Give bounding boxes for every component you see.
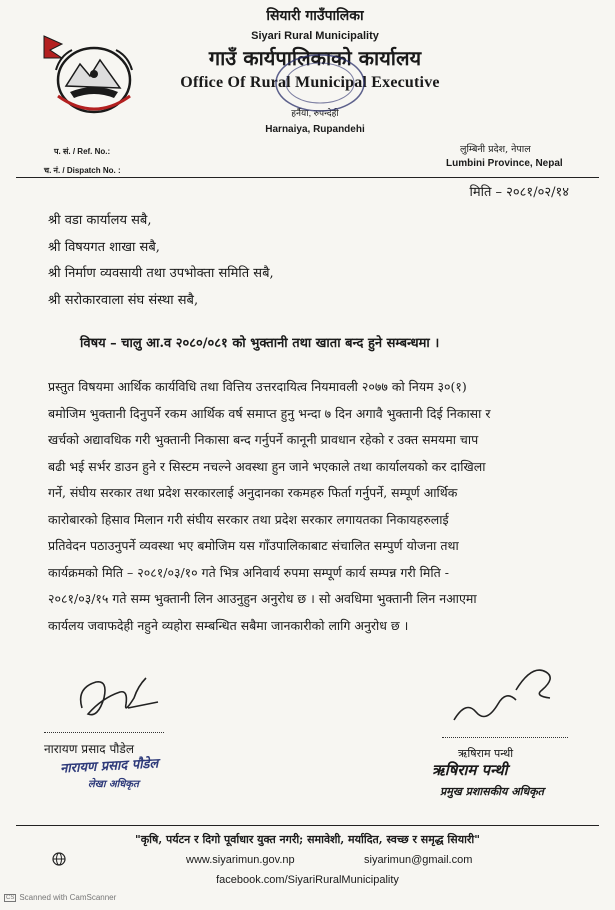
body-line: खर्चको अद्यावधिक गरी भुक्तानी निकासा बन्द गर्नुपर्ने कानूनी प्रावधान रहेको र उक्त समयमा चाप bbox=[48, 432, 479, 447]
scanner-badge-icon: CS bbox=[6, 894, 15, 901]
stamp-left-name: नारायण प्रसाद पौडेल bbox=[59, 756, 159, 777]
office-name-np: गाउँ कार्यपालिकाको कार्यालय bbox=[208, 46, 422, 70]
body-line: प्रस्तुत विषयमा आर्थिक कार्यविधि तथा वित्तिय उत्तरदायित्व नियमावली २०७७ को नियम ३०(१) bbox=[48, 379, 467, 394]
municipality-name-en: Siyari Rural Municipality bbox=[251, 30, 379, 42]
body-line: कार्यक्रमको मिति – २०८१/०३/१० गते भित्र अनिवार्य रुपमा सम्पूर्ण कार्य सम्पन्न गरी मिति - bbox=[48, 564, 449, 580]
globe-icon bbox=[52, 852, 66, 866]
nepal-emblem-icon bbox=[36, 26, 146, 122]
addressee-line: श्री वडा कार्यालय सबै, bbox=[48, 213, 152, 228]
signature-right-icon bbox=[446, 660, 566, 736]
header-divider bbox=[16, 177, 599, 178]
dispatch-no-label: च. नं. / Dispatch No. : bbox=[44, 166, 121, 175]
place-np: हर्नैया, रुपन्देही bbox=[291, 108, 339, 118]
municipality-name-np: सियारी गाउँपालिका bbox=[266, 8, 364, 24]
scanner-text: Scanned with CamScanner bbox=[19, 893, 117, 902]
stamp-right-name: ऋषिराम पन्थी bbox=[432, 761, 508, 779]
footer-divider bbox=[16, 825, 599, 826]
office-seal-icon bbox=[272, 52, 368, 114]
addressee-line: श्री विषयगत शाखा सबै, bbox=[48, 240, 160, 255]
province-en: Lumbini Province, Nepal bbox=[446, 158, 563, 169]
body-line: बढी भई सर्भर डाउन हुने र सिस्टम नचल्ने अवस्था हुन जाने भएकाले तथा कार्यालयको कर दाखिला bbox=[48, 458, 486, 474]
footer-website[interactable]: www.siyarimun.gov.np bbox=[186, 854, 295, 866]
body-line: बमोजिम भुक्तानी दिनुपर्ने रकम आर्थिक वर्ष समाप्त हुनु भन्दा ७ दिन अगावै भुक्तानी दिई निकासा र bbox=[48, 405, 491, 421]
signature-line-left bbox=[44, 732, 164, 733]
body-line: गर्ने, संघीय सरकार तथा प्रदेश सरकारलाई अनुदानका रकमहरु फिर्ता गर्नुपर्ने, सम्पूर्ण आर्थिक bbox=[48, 485, 458, 500]
footer-facebook[interactable]: facebook.com/SiyariRuralMunicipality bbox=[216, 874, 399, 886]
addressee-line: श्री सरोकारवाला संघ संस्था सबै, bbox=[48, 293, 199, 308]
scanner-watermark bbox=[4, 893, 116, 902]
province-np: लुम्बिनी प्रदेश, नेपाल bbox=[460, 144, 531, 155]
letter-date: मिति – २०८१/०२/१४ bbox=[469, 185, 569, 200]
body-line: २०८१/०३/१५ गते सम्म भुक्तानी लिन आउनुहुन अनुरोध छ । सो अवधिमा भुक्तानी लिन नआएमा bbox=[48, 591, 477, 606]
signatory-right-name: ऋषिराम पन्थी bbox=[458, 747, 514, 760]
addressee-line: श्री निर्माण व्यवसायी तथा उपभोक्ता समिति सबै, bbox=[48, 266, 274, 281]
letter-body bbox=[48, 374, 582, 639]
body-line: कार्यलय जवाफदेही नहुने व्यहोरा सम्बन्धित सबैमा जानकारीको लागि अनुरोध छ । bbox=[48, 617, 409, 633]
ref-no-label: प. सं. / Ref. No.: bbox=[54, 147, 111, 156]
signature-line-right bbox=[442, 737, 568, 738]
footer-email[interactable]: siyarimun@gmail.com bbox=[364, 854, 473, 866]
footer-slogan: "कृषि, पर्यटन र दिगो पूर्वाधार युक्त नगरी; समावेशी, मर्यादित, स्वच्छ र समृद्ध सियारी" bbox=[134, 833, 481, 846]
body-line: प्रतिवेदन पठाउनुपर्ने व्यवस्था भए बमोजिम यस गाँउपालिकाबाट संचालित सम्पुर्ण योजना तथा bbox=[48, 538, 459, 553]
stamp-left-title: लेखा अधिकृत bbox=[88, 779, 139, 790]
office-name-en: Office Of Rural Municipal Executive bbox=[180, 74, 440, 91]
letter-subject: विषय – चालु आ.व २०८०/०८१ को भुक्तानी तथा खाता बन्द हुने सम्बन्धमा । bbox=[80, 336, 440, 351]
stamp-right-title: प्रमुख प्रशासकीय अधिकृत bbox=[440, 785, 544, 798]
body-line: कारोबारको हिसाव मिलान गरी संघीय सरकार तथा प्रदेश सरकार लगायतका निकायहरुलाई bbox=[48, 511, 449, 527]
signatory-left-name: नारायण प्रसाद पौडेल bbox=[44, 742, 134, 756]
signature-left-icon bbox=[68, 668, 164, 734]
place-en: Harnaiya, Rupandehi bbox=[265, 124, 365, 135]
